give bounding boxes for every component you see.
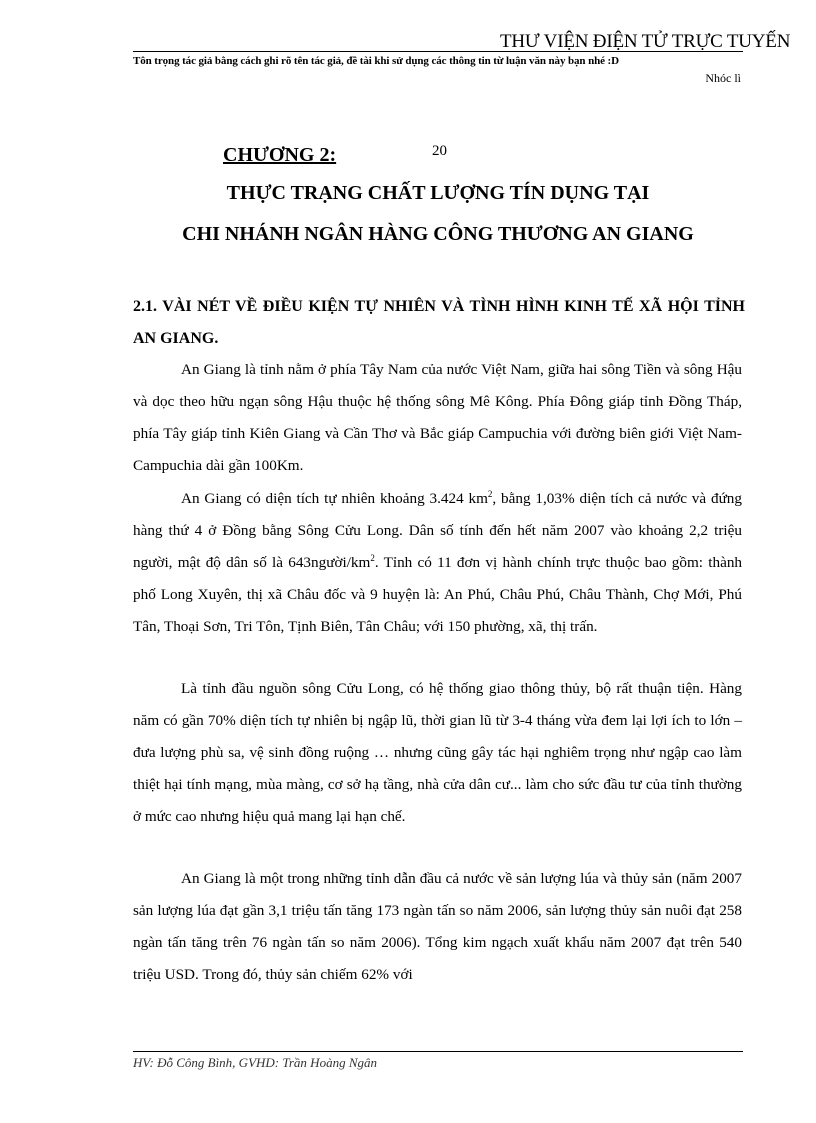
page-number: 20 bbox=[432, 143, 447, 159]
chapter-title-line-2: CHI NHÁNH NGÂN HÀNG CÔNG THƯƠNG AN GIANG bbox=[182, 223, 694, 245]
superscript: 2 bbox=[487, 489, 493, 499]
paragraph-location bbox=[133, 354, 742, 482]
text-segment: An Giang có diện tích tự nhiên khoảng 3.424 km bbox=[181, 490, 488, 507]
footer-credit: HV: Đỗ Công Bình, GVHD: Trần Hoàng Ngân bbox=[133, 1055, 377, 1070]
copyright-notice: Tôn trọng tác giả bằng cách ghi rõ tên tác giả, đề tài khi sử dụng các thông tin từ luận văn này bạn nhé :D bbox=[133, 55, 619, 67]
paragraph-text: Là tỉnh đầu nguồn sông Cửu Long, có hệ thống giao thông thủy, bộ rất thuận tiện. Hàng năm có gần 70% diện tích tự nhiên bị ngập lũ, thời gian lũ từ 3-4 tháng vừa đem lại lợi ích to lớn – đưa lượng phù sa, vệ sinh đồng ruộng … nhưng cũng gây tác hại nghiêm trọng như ngập cao làm thiệt hại tính mạng, mùa màng, cơ sở hạ tầng, nhà cửa dân cư... làm cho sức đầu tư của tỉnh thường ở mức cao nhưng hiệu quả mang lại hạn chế. bbox=[133, 680, 742, 825]
text-segment: , bằng 1,03% diện tích cả nước và đứng hàng thứ 4 ở Đồng bằng Sông Cửu Long. Dân số tính đến hết năm 2007 vào khoảng 2,2 triệu người, mật độ dân số là 643người/km bbox=[133, 490, 742, 571]
paragraph-geography bbox=[133, 673, 742, 833]
footer-divider bbox=[133, 1051, 743, 1052]
superscript: 2 bbox=[370, 553, 375, 563]
paragraph-text bbox=[133, 483, 742, 643]
author-tag: Nhóc lì bbox=[705, 71, 741, 85]
paragraph-economy bbox=[133, 863, 742, 991]
paragraph-area-population bbox=[133, 483, 742, 643]
paragraph-text: An Giang là tỉnh nằm ở phía Tây Nam của nước Việt Nam, giữa hai sông Tiền và sông Hậu và dọc theo hữu ngạn sông Hậu thuộc hệ thống sông Mê Kông. Phía Đông giáp tỉnh Đồng Tháp, phía Tây giáp tỉnh Kiên Giang và Cần Thơ và Bắc giáp Campuchia với đường biên giới Việt Nam-Campuchia dài gần 100Km. bbox=[133, 361, 742, 474]
chapter-title-line-1: THỰC TRẠNG CHẤT LƯỢNG TÍN DỤNG TẠI bbox=[226, 182, 650, 204]
chapter-label: CHƯƠNG 2: bbox=[223, 144, 337, 166]
text-segment: . Tỉnh có 11 đơn vị hành chính trực thuộc bao gồm: thành phố Long Xuyên, thị xã Châu đốc và 9 huyện là: An Phú, Châu Phú, Châu Thành, Chợ Mới, Phú Tân, Thoại Sơn, Tri Tôn, Tịnh Biên, Tân Châu; với 150 phường, xã, thị trấn. bbox=[133, 554, 743, 635]
section-heading: 2.1. VÀI NÉT VỀ ĐIỀU KIỆN TỰ NHIÊN VÀ TÌNH HÌNH KINH TẾ XÃ HỘI TỈNH AN GIANG. bbox=[133, 298, 745, 347]
header-divider bbox=[133, 51, 743, 52]
library-header-title: THƯ VIỆN ĐIỆN TỬ TRỰC TUYẾN bbox=[500, 31, 791, 52]
paragraph-text: An Giang là một trong những tỉnh dẫn đầu cả nước về sản lượng lúa và thủy sản (năm 2007 sản lượng lúa đạt gần 3,1 triệu tấn tăng 173 ngàn tấn so năm 2006, sản lượng thủy sản nuôi đạt 258 ngàn tấn tăng trên 76 ngàn tấn so năm 2006). Tổng kim ngạch xuất khẩu năm 2007 đạt trên 540 triệu USD. Trong đó, thủy sản chiếm 62% với bbox=[133, 870, 742, 983]
